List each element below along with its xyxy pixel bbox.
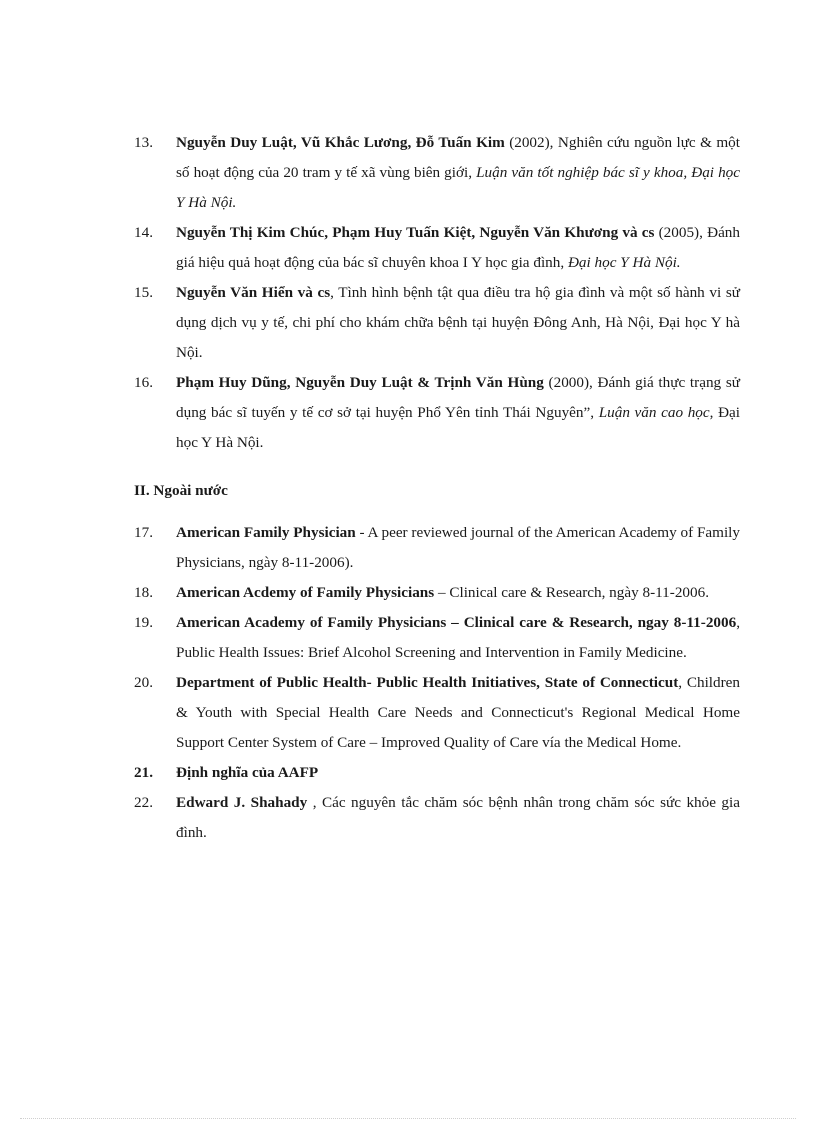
reference-text: , Tình hình bệnh tật qua điều tra hộ gia đình và một số hành vi sử dụng dịch vụ y tế, chi phí cho khám chữa bệnh tại huyện Đông Anh, Hà Nội, Đại học Y hà Nội. (176, 284, 740, 361)
reference-number: 20. (134, 674, 153, 691)
reference-text: (2002), Nghiên cứu nguồn lực & một số hoạt động của 20 tram y tế xã vùng biên giới, (176, 134, 740, 181)
reference-item (134, 758, 740, 788)
reference-item (134, 278, 740, 368)
reference-tail: , Đại học Y Hà Nội. (176, 404, 740, 451)
reference-number: 17. (134, 524, 153, 541)
reference-number: 19. (134, 614, 153, 631)
reference-text: , Public Health Issues: Brief Alcohol Screening and Intervention in Family Medicine. (176, 614, 740, 661)
reference-italic: Luận văn cao học (598, 404, 710, 421)
reference-item (134, 788, 740, 848)
reference-body (176, 134, 740, 211)
reference-item (134, 668, 740, 758)
reference-authors: American Family Physician (176, 524, 356, 541)
reference-authors: American Acdemy of Family Physicians (176, 584, 435, 601)
section-heading: II. Ngoài nước (134, 482, 228, 499)
reference-body (176, 614, 740, 661)
reference-number: 18. (134, 584, 153, 601)
reference-item (134, 218, 740, 278)
reference-body (176, 584, 709, 601)
reference-authors: Phạm Huy Dũng, Nguyễn Duy Luật & Trịnh Văn Hùng (176, 374, 544, 391)
reference-authors: Department of Public Health- Public Health Initiatives, State of Connecticut (176, 674, 679, 691)
reference-text: – Clinical care & Research, ngày 8-11-2006. (434, 584, 709, 601)
reference-number: 15. (134, 284, 153, 301)
page-bottom-divider (20, 1118, 796, 1119)
reference-text: , Các nguyên tắc chăm sóc bệnh nhân trong chăm sóc sức khỏe gia đình. (176, 794, 740, 841)
reference-item (134, 128, 740, 218)
reference-list (134, 128, 740, 848)
reference-number: 22. (134, 794, 153, 811)
reference-authors: Nguyễn Thị Kim Chúc, Phạm Huy Tuấn Kiệt, Nguyễn Văn Khương và cs (176, 224, 655, 241)
reference-item (134, 368, 740, 458)
reference-authors: Định nghĩa của AAFP (176, 764, 319, 781)
reference-text: (2000), Đánh giá thực trạng sử dụng bác sĩ tuyến y tế cơ sở tại huyện Phổ Yên tỉnh Thái Nguyên”, (176, 374, 740, 421)
reference-body (176, 224, 740, 271)
reference-body (176, 674, 740, 751)
reference-number: 14. (134, 224, 153, 241)
reference-body (176, 794, 740, 841)
reference-italic: Đại học Y Hà Nội. (567, 254, 681, 271)
reference-number: 16. (134, 374, 153, 391)
reference-body (176, 764, 318, 781)
reference-number: 13. (134, 134, 153, 151)
reference-item (134, 518, 740, 578)
reference-authors: Edward J. Shahady (176, 794, 308, 811)
reference-authors: Nguyễn Văn Hiển và cs (176, 284, 331, 301)
reference-authors: Nguyễn Duy Luật, Vũ Khắc Lương, Đỗ Tuấn Kim (176, 134, 505, 151)
reference-item (134, 578, 740, 608)
reference-italic: Luận văn tốt nghiệp bác sĩ y khoa, Đại học Y Hà Nội. (176, 164, 740, 211)
reference-text: , Children & Youth with Special Health Care Needs and Connecticut's Regional Medical Home Support Center System of Care – Improved Quality of Care vía the Medical Home. (176, 674, 740, 751)
reference-text: - A peer reviewed journal of the American Academy of Family Physicians, ngày 8-11-2006). (176, 524, 740, 571)
reference-authors: American Academy of Family Physicians – Clinical care & Research, ngay 8-11-2006 (176, 614, 737, 631)
reference-number: 21. (134, 764, 153, 781)
reference-text: (2005), Đánh giá hiệu quả hoạt động của bác sĩ chuyên khoa I Y học gia đình, (176, 224, 740, 271)
reference-body (176, 374, 740, 451)
reference-item (134, 608, 740, 668)
reference-body (176, 524, 740, 571)
reference-body (176, 284, 740, 361)
